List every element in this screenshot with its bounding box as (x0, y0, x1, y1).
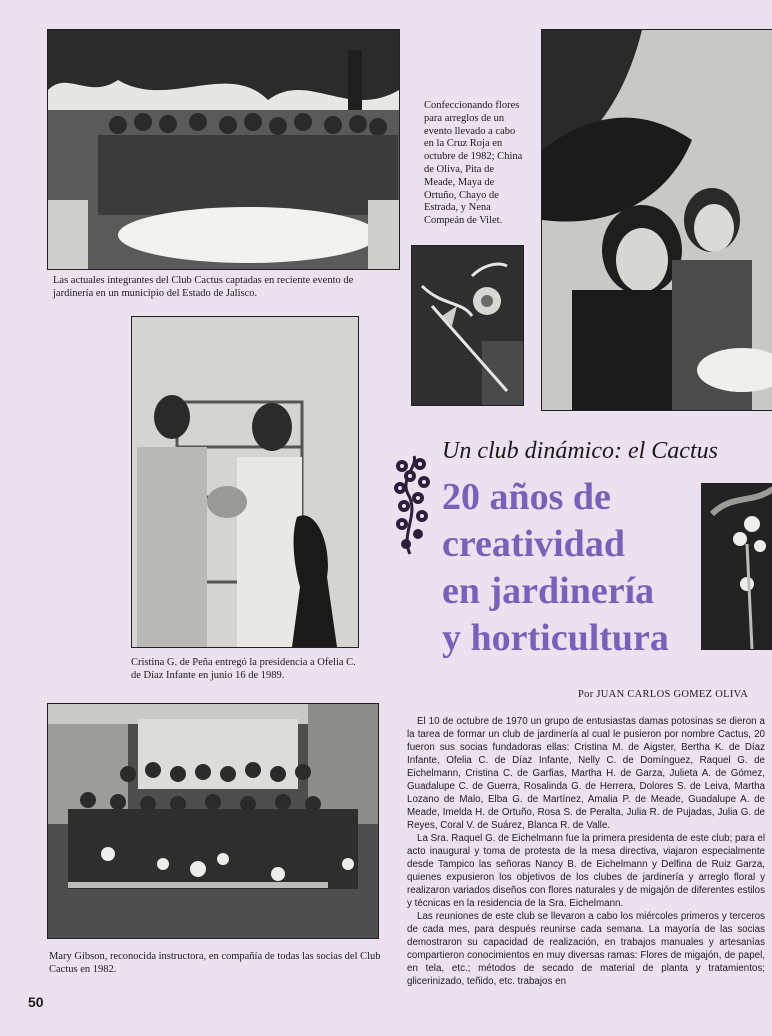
article-byline: Por JUAN CARLOS GOMEZ OLIVA (578, 689, 749, 700)
photo-red-cross (541, 29, 772, 411)
headline-line-4: y horticultura (442, 617, 669, 659)
article-body (407, 715, 765, 988)
caption-presidency: Cristina G. de Peña entregó la presidencia a Ofelia C. de Díaz Infante en junio 16 de 1989. (131, 657, 356, 681)
photo-gibson-group (47, 703, 379, 939)
caption-red-cross: Confeccionando flores para arreglos de un evento llevado a cabo en la Cruz Roja en octubre de 1982; China de Oliva, Pita de Meade, Maya de Ortuño, Chayo de Estrada, y Nena Compeán de Vilet. (424, 100, 523, 227)
page-number: 50 (28, 994, 44, 1010)
caption-garden-event: Las actuales integrantes del Club Cactus captadas en reciente evento de jardinería en un municipio del Estado de Jalisco. (53, 275, 354, 299)
article-paragraph: El 10 de octubre de 1970 un grupo de entusiastas damas potosinas se dieron a la tarea de formar un club de jardinería al cual le pusieron por nombre Cactus, 20 fueron sus socias fundadoras ellas: Cristina M. de Aigster, Bertha K. de Díaz Infante, Ofelia C. de Díaz Infante, Nelly C. de Domínguez, Raquel G. de Eichelmann, Cristina C. de Garfias, Martha H. de Garza, Julieta A. de Gómez, Guadalupe C. de Guerra, Rosalinda G. de Herrera, Dolores S. de Leiva, Martha Lozano de Malo, Elba G. de Martínez, Amalia P. de Meade, Guadalupe A. de Meade, Imelda H. de Ortuño, Rosa S. de Peralta, Julia R. de Pujadas, Julia G. de Reyes, Coral V. de Suárez, Blanca R. de Valle. (407, 716, 765, 831)
headline-line-3: en jardinería (442, 570, 655, 612)
photo-flower-edge (701, 483, 772, 650)
article-kicker: Un club dinámico: el Cactus (442, 438, 718, 464)
photo-flower-arrangement (411, 245, 524, 406)
article-paragraph: La Sra. Raquel G. de Eichelmann fue la primera presidenta de este club; para el acto inaugural y toma de protesta de la mesa directiva, viajaron especialmente desde Tampico las señoras Nancy B. de Eichelmann y Delfina de Ruiz Garza, quienes expusieron los objetivos de los clubes de jardinería y arreglo floral y realizaron variados diseños con flores naturales y de migajón de diferentes estilos y técnicas en la residencia de la Sra. Eichelmann. (407, 833, 765, 909)
photo-garden-event (47, 29, 400, 270)
photo-presidency (131, 316, 359, 648)
caption-gibson: Mary Gibson, reconocida instructora, en compañía de todas las socias del Club Cactus en 1982. (49, 951, 381, 975)
flower-vine-icon (390, 454, 436, 556)
headline-line-1: 20 años de (442, 476, 611, 518)
headline-line-2: creatividad (442, 523, 625, 565)
article-paragraph: Las reuniones de este club se llevaron a cabo los miércoles primeros y terceros de cada mes, para después reunirse cada semana. La mayoría de las socias demostraron su capacidad de realización, en trabajos manuales y artesanías compartieron conocimientos en muy diversas ramas: Flores de migajón, de papel, en tela, etc.; métodos de secado de material de planta y tratamientos; glicerinizado, teñido, etc. trabajos en (407, 911, 765, 987)
